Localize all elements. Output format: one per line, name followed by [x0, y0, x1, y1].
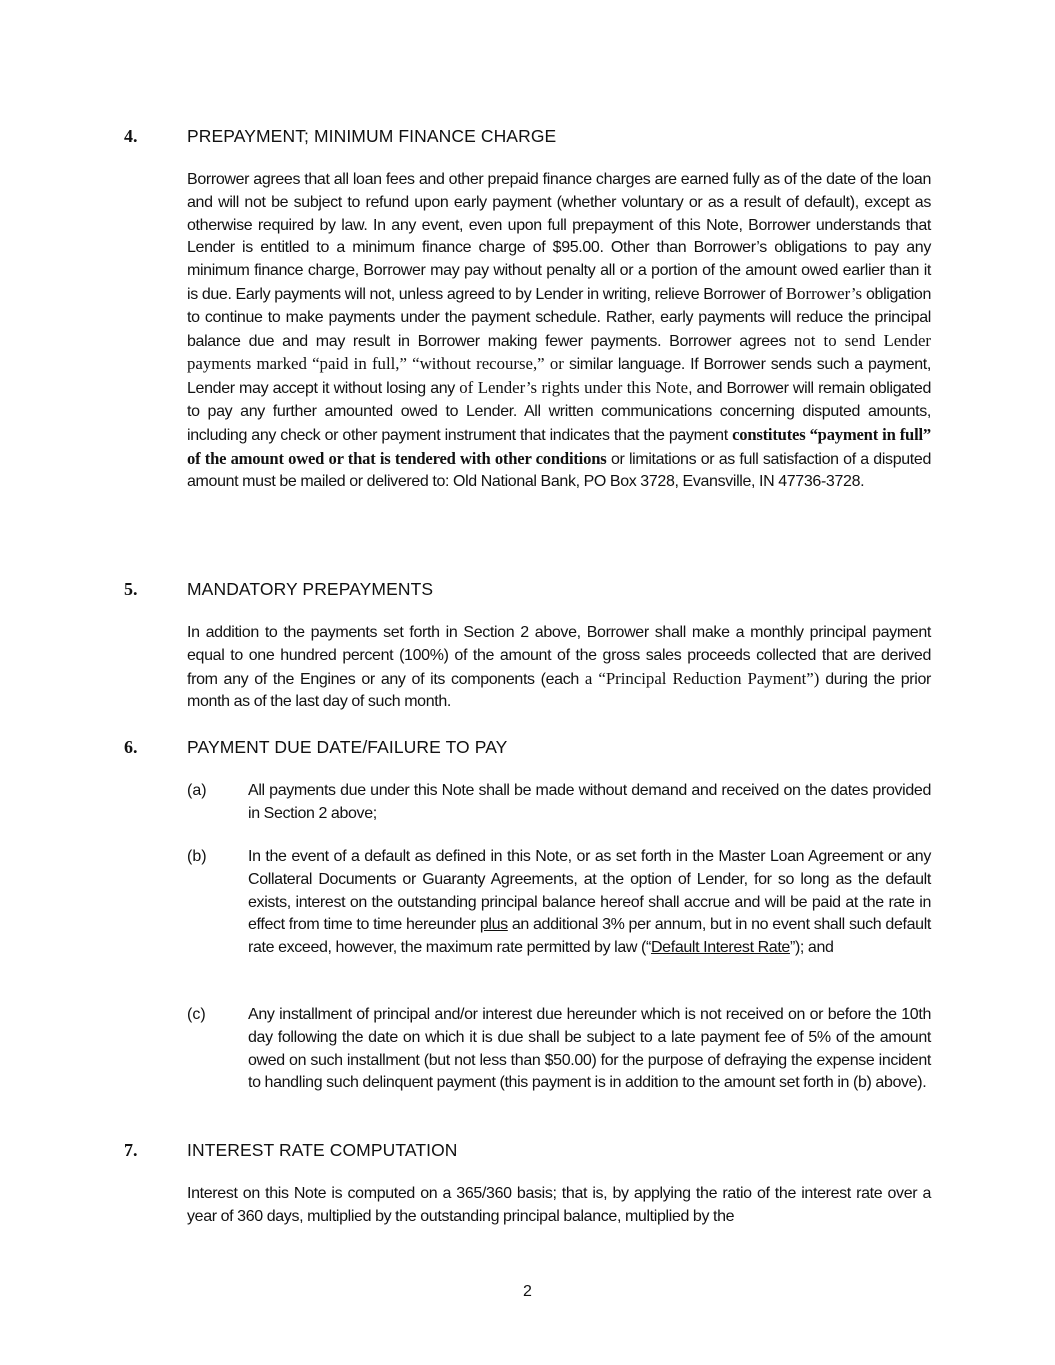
- section-4-text-2: Borrower’s: [785, 283, 863, 303]
- item-c-label: (c): [187, 1006, 206, 1023]
- section-6-number: 6.: [124, 737, 138, 757]
- section-5-number: 5.: [124, 579, 138, 599]
- section-5-body: [187, 622, 931, 714]
- item-b-text-1: In the event of a default as defined in this Note, or as set forth in the Master Loan Agreement or any Collateral Documents or Guaranty Agreements, at the option of Lender, for so long as the default exists, interest on the outstanding principal balance hereof shall accrue and will be paid at the rate in effect from time to time hereunder: [248, 848, 931, 934]
- section-4-number: 4.: [124, 126, 138, 146]
- section-4-text-5: similar language. If Borrower sends such a payment, Lender may accept it without losing any: [187, 356, 931, 398]
- item-b-label: (b): [187, 848, 207, 865]
- section-6-title: PAYMENT DUE DATE/FAILURE TO PAY: [187, 737, 508, 757]
- item-b-text-2: an additional 3% per annum, but in no event shall such default rate exceed, however, the maximum rate permitted by law (“: [248, 916, 931, 957]
- item-b-text-3: ”); and: [789, 939, 834, 957]
- item-b-plus: plus: [479, 916, 508, 934]
- item-c-text: Any installment of principal and/or interest due hereunder which is not received on or before the 10th day following the date on which it is due shall be subject to a late payment fee of 5% of the amount owed on such installment (but not less than $50.00) for the purpose of defraying the expense incident to handling such delinquent payment (this payment is in addition to the amount set forth in (b) above).: [248, 1006, 931, 1092]
- section-4-text-8: constitutes “payment in full” of the amount owed or that is tendered with other conditions: [187, 424, 931, 468]
- section-4-text-4: not to send Lender payments marked “paid in full,” “without recourse,” or: [187, 330, 931, 374]
- section-7-title: INTEREST RATE COMPUTATION: [187, 1140, 458, 1160]
- item-b-defined-term: Default Interest Rate: [650, 939, 790, 957]
- section-5-text-1: In addition to the payments set forth in Section 2 above, Borrower shall make a monthly principal payment equal to one hundred percent (100%) of the amount of the gross sales proceeds collected that are derived from any of the Engines or any of its components (each: [187, 624, 931, 688]
- item-a-label: (a): [187, 782, 207, 799]
- section-4-title: PREPAYMENT; MINIMUM FINANCE CHARGE: [187, 126, 557, 146]
- item-a-text: All payments due under this Note shall be made without demand and received on the dates provided in Section 2 above;: [248, 782, 931, 822]
- section-7-number: 7.: [124, 1140, 138, 1160]
- section-7-body: Interest on this Note is computed on a 365/360 basis; that is, by applying the ratio of the interest rate over a year of 360 days, multiplied by the outstanding principal balance, multiplied by the: [187, 1185, 931, 1225]
- section-4-text-6: of Lender’s rights under this Note: [459, 378, 689, 398]
- section-5-text-2: a “Principal Reduction Payment”): [584, 668, 820, 688]
- section-4-text-9: or limitations or as full satisfaction of a disputed amount must be mailed or delivered to: Old National Bank, PO Box 3728, Evansville, IN 47736-3728.: [187, 450, 931, 491]
- page-number: 2: [523, 1283, 532, 1300]
- item-b-text: [248, 846, 931, 960]
- section-4-body: [187, 169, 931, 494]
- section-4-text-7: , and Borrower will remain obligated to pay any further amounted owed to Lender. All written communications concerning disputed amounts, including any check or other payment instrument that indicates that the payment: [187, 380, 931, 444]
- section-4-text-1: Borrower agrees that all loan fees and other prepaid finance charges are earned fully as of the date of the loan and will not be subject to refund upon early payment (whether voluntary or as a result of default), except as otherwise required by law. In any event, even upon full prepayment of this Note, Borrower understands that Lender is entitled to a minimum finance charge of $95.00. Other than Borrower’s obligations to pay any minimum finance charge, Borrower may pay without penalty all or a portion of the amount owed earlier than it is due. Early payments will not, unless agreed to by Lender in writing, relieve Borrower of: [187, 171, 931, 303]
- section-5-title: MANDATORY PREPAYMENTS: [187, 579, 434, 599]
- section-4-text-3: obligation to continue to make payments under the payment schedule. Rather, early payments will reduce the principal balance due and may result in Borrower making fewer payments. Borrower agrees: [187, 285, 931, 350]
- section-5-text-3: during the prior month as of the last day of such month.: [187, 670, 931, 711]
